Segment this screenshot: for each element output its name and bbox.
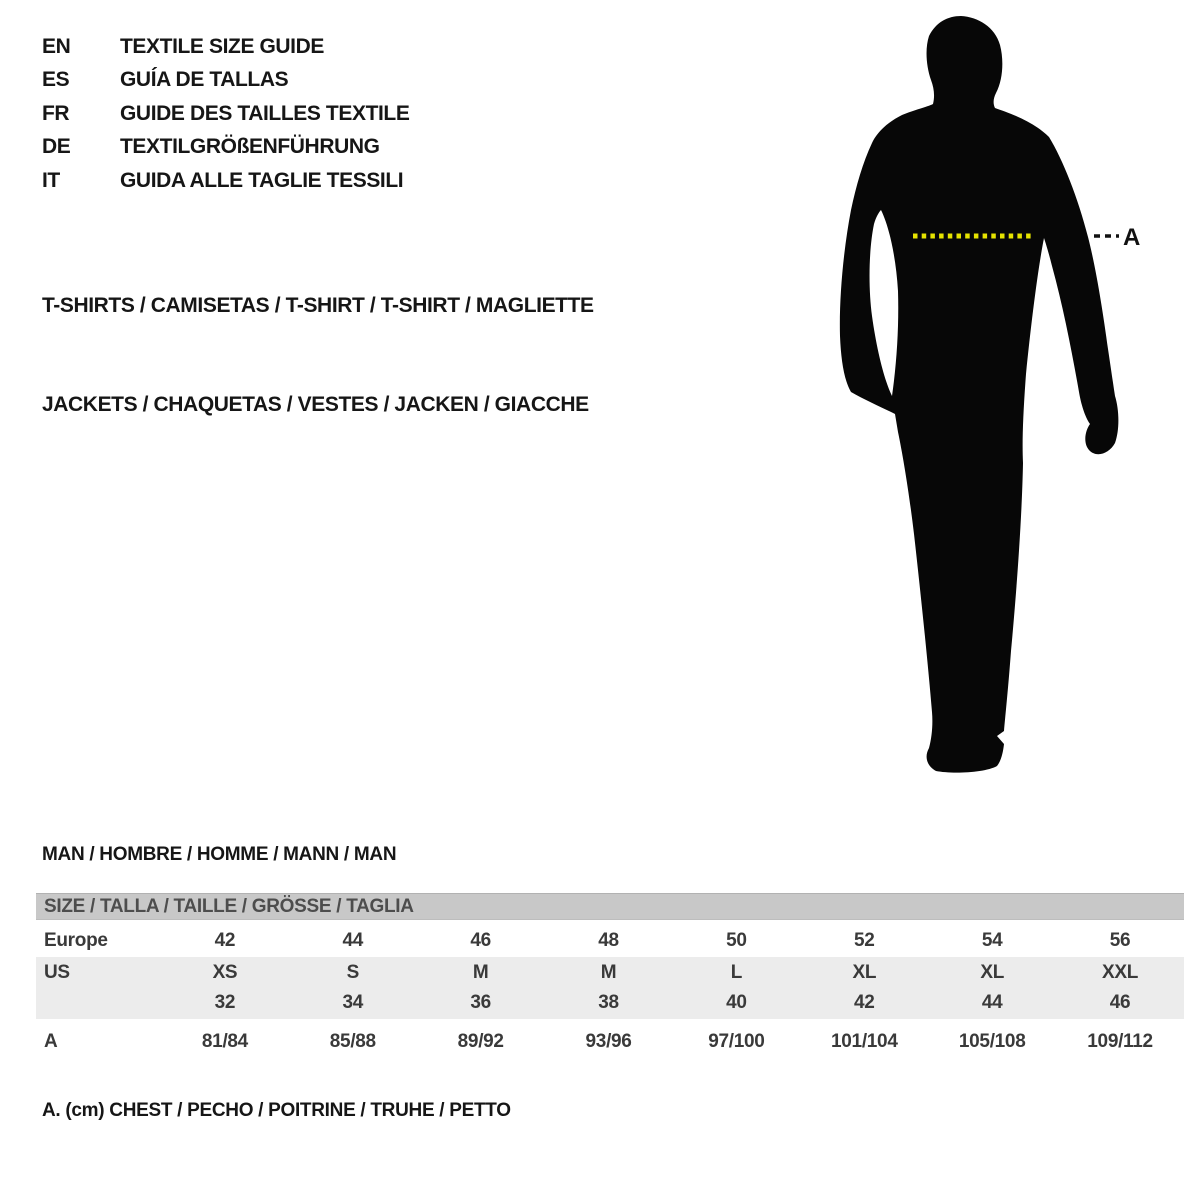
- cell: 97/100: [708, 1031, 765, 1052]
- cell: 42: [214, 930, 236, 951]
- language-title: GUIDA ALLE TAGLIE TESSILI: [120, 168, 404, 192]
- cell: 32: [214, 992, 236, 1013]
- cell: 44: [342, 930, 364, 951]
- table-row-us-numeric: [36, 988, 1184, 1019]
- cell: M: [600, 962, 617, 983]
- row-label: A: [44, 1031, 58, 1052]
- cell: 89/92: [457, 1031, 504, 1052]
- cell: L: [730, 962, 743, 983]
- language-list: [42, 30, 409, 198]
- cell: 50: [726, 930, 747, 951]
- cell: 105/108: [958, 1031, 1026, 1052]
- cell: 56: [1109, 930, 1131, 951]
- table-row-chest-cm: [36, 1019, 1184, 1059]
- man-figure: [828, 8, 1150, 774]
- cell: 93/96: [585, 1031, 632, 1052]
- table-row-europe: [36, 922, 1184, 957]
- cell: 38: [598, 992, 619, 1013]
- cell: M: [472, 962, 489, 983]
- cell: XL: [980, 962, 1005, 983]
- cell: 54: [981, 930, 1003, 951]
- language-code: DE: [42, 135, 71, 159]
- category-line-tshirts: T-SHIRTS / CAMISETAS / T-SHIRT / T-SHIRT / MAGLIETTE: [42, 294, 594, 317]
- language-code: EN: [42, 34, 71, 58]
- language-row: [42, 164, 409, 198]
- cell: 48: [598, 930, 619, 951]
- cell: 42: [854, 992, 875, 1013]
- row-label: US: [44, 962, 70, 983]
- language-row: [42, 30, 409, 64]
- cell: S: [346, 962, 359, 983]
- language-code: FR: [42, 101, 70, 125]
- man-silhouette-svg: [828, 8, 1150, 774]
- language-code: ES: [42, 68, 70, 92]
- table-row-us: [36, 957, 1184, 988]
- cell: 109/112: [1087, 1031, 1153, 1052]
- size-table: [36, 893, 1184, 1059]
- man-silhouette: [840, 16, 1119, 773]
- measurement-footnote: A. (cm) CHEST / PECHO / POITRINE / TRUHE / PETTO: [42, 1100, 511, 1121]
- row-label: Europe: [44, 930, 108, 951]
- category-heading: [42, 223, 594, 454]
- language-row: [42, 97, 409, 131]
- language-title: GUÍA DE TALLAS: [120, 68, 289, 92]
- language-title: TEXTILGRÖßENFÜHRUNG: [120, 135, 380, 159]
- gender-heading: MAN / HOMBRE / HOMME / MANN / MAN: [42, 844, 397, 865]
- language-row: [42, 64, 409, 98]
- size-table-body: [36, 922, 1184, 1059]
- cell: 101/104: [831, 1031, 898, 1052]
- category-line-jackets: JACKETS / CHAQUETAS / VESTES / JACKEN / GIACCHE: [42, 393, 589, 416]
- cell: 81/84: [201, 1031, 248, 1052]
- cell: XS: [212, 962, 238, 983]
- language-row: [42, 131, 409, 165]
- cell: XXL: [1102, 962, 1139, 983]
- cell: 44: [981, 992, 1003, 1013]
- language-title: GUIDE DES TAILLES TEXTILE: [120, 101, 410, 125]
- cell: 85/88: [329, 1031, 376, 1052]
- cell: 34: [342, 992, 364, 1013]
- cell: 46: [1109, 992, 1131, 1013]
- cell: 36: [470, 992, 491, 1013]
- row-label: [36, 988, 161, 1019]
- cell: 46: [470, 930, 491, 951]
- language-title: TEXTILE SIZE GUIDE: [120, 34, 324, 58]
- cell: XL: [852, 962, 877, 983]
- marker-a-label: A: [1123, 224, 1141, 251]
- cell: 52: [854, 930, 875, 951]
- size-table-header: SIZE / TALLA / TAILLE / GRÖSSE / TAGLIA: [36, 893, 1184, 920]
- cell: 40: [726, 992, 747, 1013]
- language-code: IT: [42, 168, 60, 192]
